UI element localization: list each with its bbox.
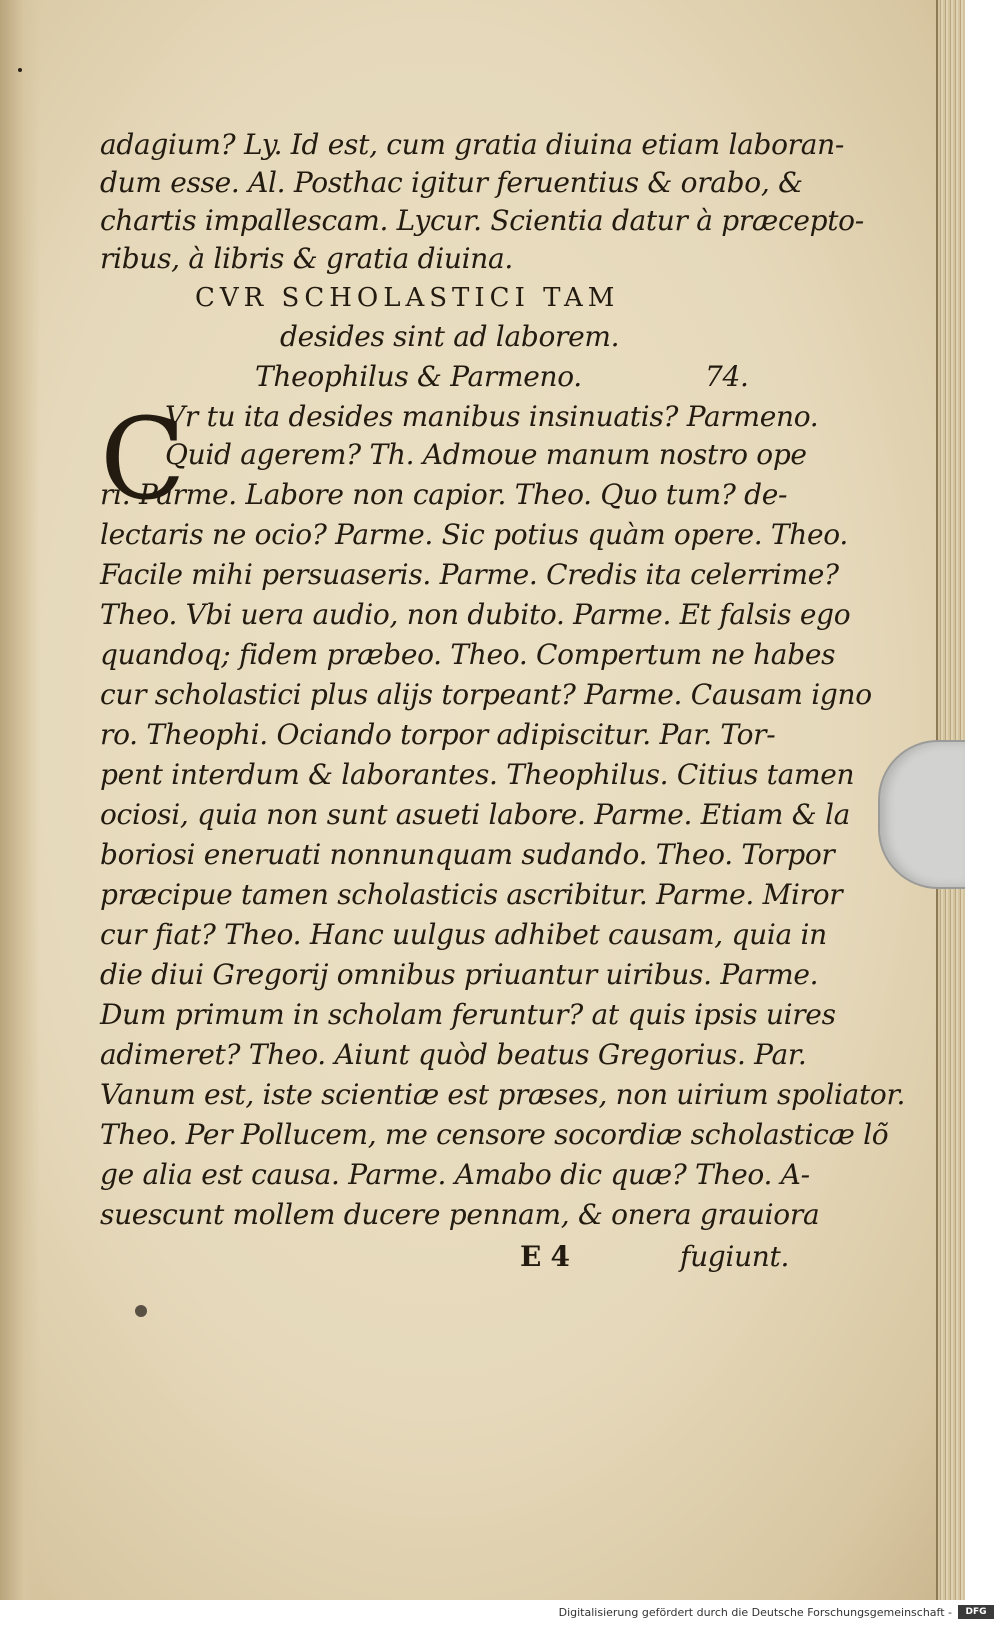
text-line: suescunt mollem ducere pennam, & onera grauiora — [100, 1198, 820, 1231]
chapter-subheading: desides sint ad laborem. — [280, 320, 620, 353]
text-line: adimeret? Theo. Aiunt quòd beatus Gregorius. Par. — [100, 1038, 807, 1071]
text-line: cur scholastici plus alijs torpeant? Parme. Causam igno — [100, 678, 872, 711]
dfg-logo: DFG — [958, 1605, 994, 1619]
ink-spot — [135, 1305, 147, 1317]
drop-initial: C — [100, 395, 186, 525]
page-clip — [878, 740, 965, 889]
text-line: Dum primum in scholam feruntur? at quis ipsis uires — [100, 998, 836, 1031]
text-line: ri. Parme. Labore non capior. Theo. Quo tum? de- — [100, 478, 788, 511]
catchword: fugiunt. — [680, 1240, 790, 1273]
dialogue-number: 74. — [705, 360, 749, 393]
text-line: quandoq; fidem præbeo. Theo. Compertum ne habes — [100, 638, 836, 671]
text-line: Vr tu ita desides manibus insinuatis? Parmeno. — [165, 400, 819, 433]
funding-notice: Digitalisierung gefördert durch die Deutsche Forschungsgemeinschaft - — [558, 1606, 952, 1619]
text-line: Facile mihi persuaseris. Parme. Credis ita celerrime? — [100, 558, 839, 591]
signature-mark: E 4 — [520, 1240, 570, 1273]
text-line: lectaris ne ocio? Parme. Sic potius quàm opere. Theo. — [100, 518, 848, 551]
text-line: præcipue tamen scholasticis ascribitur. Parme. Miror — [100, 878, 843, 911]
text-line: adagium? Ly. Id est, cum gratia diuina etiam laboran- — [100, 128, 845, 161]
chapter-heading: CVR SCHOLASTICI TAM — [195, 283, 620, 313]
text-line: boriosi eneruati nonnunquam sudando. Theo. Torpor — [100, 838, 835, 871]
text-line: ribus, à libris & gratia diuina. — [100, 242, 514, 275]
binding-gutter — [0, 0, 40, 1600]
text-line: ociosi, quia non sunt asueti labore. Parme. Etiam & la — [100, 798, 850, 831]
ink-mark — [18, 68, 22, 72]
text-line: cur fiat? Theo. Hanc uulgus adhibet causam, quia in — [100, 918, 827, 951]
text-line: Theo. Vbi uera audio, non dubito. Parme. Et falsis ego — [100, 598, 851, 631]
text-line: chartis impallescam. Lycur. Scientia datur à præcepto- — [100, 204, 864, 237]
dialogue-speakers: Theophilus & Parmeno. — [255, 360, 582, 393]
text-line: Theo. Per Pollucem, me censore socordiæ scholasticæ lõ — [100, 1118, 889, 1151]
text-line: ro. Theophi. Ociando torpor adipiscitur. Par. Tor- — [100, 718, 776, 751]
text-line: Vanum est, iste scientiæ est præses, non uirium spoliator. — [100, 1078, 906, 1111]
text-line: Quid agerem? Th. Admoue manum nostro ope — [165, 438, 807, 471]
text-line: dum esse. Al. Posthac igitur feruentius & orabo, & — [100, 166, 803, 199]
text-line: pent interdum & laborantes. Theophilus. Citius tamen — [100, 758, 855, 791]
text-line: ge alia est causa. Parme. Amabo dic quæ? Theo. A- — [100, 1158, 810, 1191]
text-line: die diui Gregorij omnibus priuantur uiribus. Parme. — [100, 958, 819, 991]
footer-bar — [0, 1600, 1000, 1626]
